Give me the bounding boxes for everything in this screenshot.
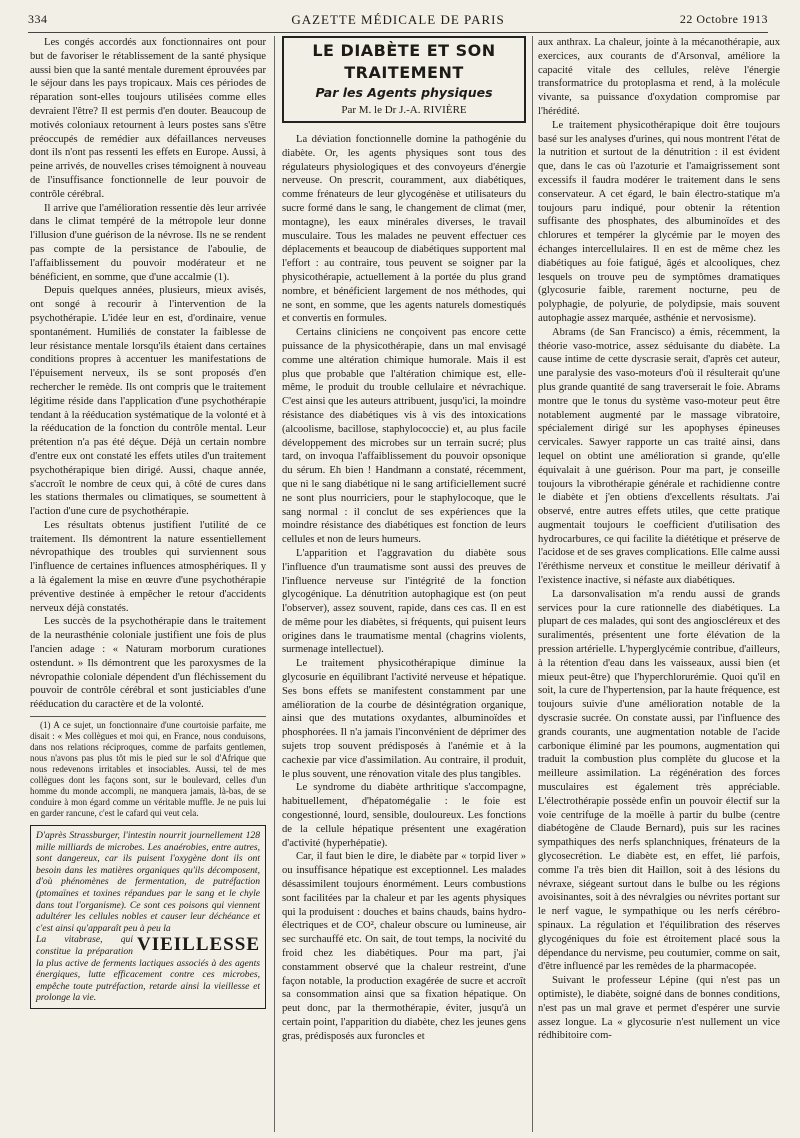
column-rule (532, 36, 533, 1132)
paragraph: Le traitement physicothérapique diminue la glycosurie en équilibrant l'activité nerveuse et hépatique. Ses bons effets se manifestent constamment par une amélioration de la courbe de désintégration organique, ainsi que des mutations oxydantes, albuminoïdes et phosphorées. Il n'a jamais l'inconvénient de déprimer des sujets trop souvent prédisposés à l'anémie et à la cachexie par vice d'assimilation. Au contraire, il produit, le plus souvent, une rénovation vitale des plus tangibles. (282, 658, 526, 780)
column-left (30, 36, 266, 1132)
paragraph: aux anthrax. La chaleur, jointe à la mécanothérapie, aux exercices, aux courants de d'Arsonval, améliore la capacité vitale des cellules, relève l'énergie transformatrice du protoplasma et rend, à la molécule vivante, sa puissance d'oxydation compromise par l'hérédité. (538, 37, 780, 117)
paragraph: La darsonvalisation m'a rendu aussi de grands services pour la cure rationnelle des diabétiques. La plupart de ces malades, qui sont des angioscléreux et des suralimentés, présentent une forte élévation de la pression artérielle. L'hyperglycémie contribue, d'ailleurs, à la rétention d'eau dans les vaisseaux, aussi bien (et mieux peut-être) que l'hyperchlorurémie. Quoi qu'il en soit, la cure de l'hypertension, par la haute fréquence, est toujours suivie d'une amélioration notable de la dyscrasie sucrée. On constate aussi, par l'influence des grands courants, une augmentation notable de l'acide carbonique éliminé par les poumons, augmentation qui traduit la combustion plus complète du glucose et la meilleure assimilation. La régénération des forces musculaires est également très appréciable. L'électrothérapie possède enfin un pouvoir électif sur la voie centrifuge de la moëlle à partir du bulbe (centre diabétogène de Claude Bernard), puis sur les racines sympathiques des nerfs splanchniques, frénateurs de la glycosecrétion. Le diabète est, en effet, lié parfois, comme l'a très bien dit Haillon, soit à des lésions du névraxe, siégeant surtout dans le bulbe ou les régions avoisinantes, soit à des névralgies ou névrites portant sur le nerf vague, le sympathique ou les nerfs cérébro-spinaux. La régulation et l'équilibration des réserves glycogéniques du foie est étroitement placé sous la dépendance du nervisme, peu coutumier, comme on sait, d'être influencé par les remèdes de la pharmacopée. (538, 588, 780, 973)
paragraph: Certains cliniciens ne conçoivent pas encore cette puissance de la physicothérapie, dans un mal envisagé comme une altération chimique humorale. Mais il est plus que probable que l'altération chimique est, elle-même, le produit du trouble cellulaire et névrachique. C'est ainsi que les auteurs attribuent, jusqu'ici, la moindre résistance des diabétiques vis à vis des intoxications (alcoolisme, bacillose, staphylococcie) et, au plus facile développement des microbes sur un terrain sucré; plus tard, on invoqua l'affaiblissement du pouvoir opsonique du sérum. Eh bien ! Handmann a constaté, récemment, que ni le sang diabétique ni le sang artificiellement sucré ne sont plus nourriciers, pour le staphylocoque, que le sang normal : il conclut de ses expériences que la moindre résistance des diabétiques est fonction de leurs cellules et non de leurs humeurs. (282, 327, 526, 546)
ad-text-continued: La vitabrase, qui constitue la préparation la plus active de ferments lactiques associés à des agents énergiques, lutte efficacement contre ces microbes, empêche toute putréfaction, retarde ainsi la vieillesse et prolonge la vie. (36, 934, 260, 1004)
article-subtitle: Par les Agents physiques (282, 84, 526, 102)
paragraph: Depuis quelques années, plusieurs, mieux avisés, ont songé à recourir à l'intervention de la psychothérapie. L'idée leur en est, d'ordinaire, venue spontanément. Humiliés de constater la faiblesse de leur résistance mentale lorsqu'ils étaient dans certaines conditions propres à accentuer les manifestations de l'épuisement nerveux, ils se sont proposés d'en rechercher le remède. Ils ont compris que le traitement légitime réside dans l'application d'une psychothérapie tendant à la rééducation systématique de la volonté et à la rééducation de la fonction du contrôle mental. Leur prétention n'a pas été déçue. Déjà un certain nombre d'entre eux ont constaté les effets utiles d'un traitement psychothérapique bien dirigé. Aussi, chaque année, s'accroît le nombre de ceux qui, à côté de cures dans les stations thermales ou climatiques, se soumettent à l'action d'une cure de psychothérapie. (30, 285, 266, 518)
paragraph: La déviation fonctionnelle domine la pathogénie du diabète. Or, les agents physiques sont tous des régulateurs physiologiques et des convoyeurs d'énergie nerveuse. On prescrit, couramment, aux diabétiques, comme frénateurs de leur glycogénèse et utilisateurs du sucre formé dans le sang, le changement de climat (mer, montagne), les eaux minérales diverses, le travail musculaire. Tous les malades ne peuvent effectuer ces déplacements et beaucoup de diabétiques supportent mal l'effort : au contraire, tous peuvent se soigner par la physicothérapie, actuellement à la portée du plus grand nombre, et bénéficient largement de nos méthodes, qui ne sont, en somme, que les agents naturels domestiqués et convertis en formules. (282, 134, 526, 325)
paragraph: Suivant le professeur Lépine (qui n'est pas un optimiste), le diabète, soigné dans de bonnes conditions, n'est pas un mal grave et permet d'espérer une survie assez longue. La « glycosurie n'est nullement un vice rédhibitoire com- (538, 975, 780, 1042)
paragraph: Les résultats obtenus justifient l'utilité de ce traitement. Ils démontrent la nature essentiellement névropathique des troubles qui surviennent sous l'influence de certaines influences atmosphériques. Il y a là également la mise en œuvre d'une psychothérapie préventive destinée à empêcher le retour d'accidents nerveux déjà constatés. (30, 519, 266, 614)
column-rule (274, 36, 275, 1132)
column-right (538, 36, 780, 1132)
paragraph: Car, il faut bien le dire, le diabète par « torpid liver » ou insuffisance hépatique est exceptionnel. Les malades désassimilent toujours énormément. Leurs combustions sont facilitées par la chaleur et par les agents physiques qui la produisent : douches et bains chauds, bains hydro-électriques et de CO², chaleur obscure ou lumineuse, air sec surchauffé etc. On sait, de tout temps, la nocivité du froid chez les diabétiques. Pour ma part, j'ai constamment observé que la chaleur restreint, d'une façon notable, la production exagérée de sucre et accroît sa consommation ainsi que sa fixation hépatique. On peut donc, par la thermothérapie, éviter, jusqu'à un certain point, l'apparition du diabète, chez les jeunes gens gras, prédisposés aux furoncles et (282, 851, 526, 1042)
paragraph: Les congés accordés aux fonctionnaires ont pour but de favoriser le rétablissement de la santé physique aussi bien que la santé mentale durement éprouvées par le séjour dans les pays tropicaux. Mais ces périodes de réparation sont-elles toujours utilisées comme elles devraient l'être? Il est permis d'en douter. Beaucoup de motivés coloniaux retournent à leurs postes sans s'être préoccupés de remédier aux défaillances nerveuses dont ils n'ont pas ressenti les effets en Europe. Aussi, à peine arrivés, de nouvelles crises témoignent à nouveau de l'insuffisance fonctionnelle de leur pouvoir de contrôle cérébral. (30, 37, 266, 200)
paragraph: Le traitement physicothérapique doit être toujours basé sur les analyses d'urines, qui nous montrent l'état de la nutrition et surtout de la dénutrition : il est évident que, dans le cas où l'azoturie et l'amaigrissement sont excessifs il faudra modérer le traitement dans le sens conservateur. A cet égard, le bain électro-statique m'a toujours paru indiqué, pour obtenir la rétention suffisante des phosphates, des albuminoïdes et des chlorures et tempérer la glycémie par le moyen des échanges intercellulaires. Il en est de même chez les diabétiques au foie fatigué, âgés et alcooliques, chez lesquels on trouve peu de symptômes dramatiques (glycosurie faible, rarement nocturne, peu de polyphagie, de polyurie, de polydipsie, mais souvent autophagie assez marquée, asthénie et nervosisme). (538, 119, 780, 324)
column-middle (282, 36, 526, 1132)
footnote (30, 716, 266, 819)
running-header (28, 8, 768, 33)
article-title: LE DIABÈTE ET SON TRAITEMENT (282, 36, 526, 84)
issue-date: 22 Octobre 1913 (679, 12, 768, 26)
page-number: 334 (28, 12, 48, 26)
paragraph: Il arrive que l'amélioration ressentie dès leur arrivée dans le climat tempéré de la métropole leur donne l'illusion d'une guérison de la névrose. Ils ne se rendent pas compte de la persistance de l'aboulie, de l'affaiblissement du pouvoir modérateur et ne bénéficient, en somme, que d'une accalmie (1). (30, 202, 266, 283)
paragraph: Les succès de la psychothérapie dans le traitement de la neurasthénie coloniale justifient une fois de plus l'ancien adage : « Naturam morborum curationes ostendunt. » Ils démontrent que les paroxysmes de la névropathie coloniale dépendent d'un fléchissement du pouvoir de contrôle cérébral et sont justiciables d'une rééducation du caractère et de la volonté. (30, 616, 266, 711)
article-author: Par M. le Dr J.-A. RIVIÈRE (282, 102, 526, 123)
paragraph: Abrams (de San Francisco) a émis, récemment, la théorie vaso-motrice, assez séduisante du diabète. La cause intime de cette dyscrasie serait, d'après cet auteur, une paralysie des vaso-moteurs d'où il résulterait qu'une plus grande quantité de sang traverserait le foie. Abrams montre que le tonus du système vaso-moteur peut être notablement augmenté par le massage vibratoire, spécialement dirigé sur les apophyses épineuses cervicales. Sawyer rapporte un cas traité ainsi, dans lequel on obtint une amélioration si grande, qu'elle équivalait à une guérison. Pour ma part, je conseille toujours la vibrothérapie générale et rachidienne contre le diabète et j'en obtiens d'excellents résultats. J'ai observé, entre autres effets utiles, que cette pratique augmentait toujours le coefficient d'utilisation des hydrocarbures, ce qui facilite la diététique et préserve de l'acidose et de ses graves complications. Elle calme aussi l'éréthisme nerveux et constitue le meilleur dérivatif à l'existence inactive, si néfaste aux diabétiques. (538, 326, 780, 587)
paragraph: L'apparition et l'aggravation du diabète sous l'influence d'un traumatisme sont aussi des preuves de l'influence nerveuse sur l'intégrité de la fonction glycogénique. La dénutrition autophagique est (on peut l'observer), assez souvent, rapide, dans ces cas. Il en est de même pour les diabètes, si fréquents, qui puisent leurs origines dans le traumatisme mental (chagrins violents, surmenage intellectuel). (282, 547, 526, 656)
ad-keyword: VIEILLESSE (136, 934, 260, 956)
advertisement-box (30, 825, 266, 1009)
ad-text-intro: D'après Strassburger, l'intestin nourrit journellement 128 mille milliards de microbes. Les anaérobies, entre autres, sont dangereux, car ils puisent l'oxygène dont ils ont besoin dans les matières organiques qu'ils décomposent, d'où phénomènes de fermentation, de putréfaction (ptomaïnes et toxines répandues par le sang et le chyle dans tout l'organisme). Ce sont ces poisons qui viennent adultérer les cellules nobles et causer leur déchéance et c'est ainsi qu'apparaît peu à peu la (36, 830, 260, 934)
journal-title: GAZETTE MÉDICALE DE PARIS (291, 12, 505, 27)
ad-text (36, 830, 260, 956)
footnote-text: (1) A ce sujet, un fonctionnaire d'une courtoisie parfaite, me disait : « Mes collègues et moi qui, en France, nous conduisons, dans nos relations réciproques, comme de parfaits gentlemen, nous n'avons pas plus tôt mis le pied sur le sol d'Afrique que nous redevenons irritables et insociables. Aussi, tel de mes collègues dont les façons sont, sur le boulevard, celles d'un homme du monde accompli, ne manquera jamais, là-bas, de se conduire à mon égard comme un véritable muffle. Je ne puis lui en garder rancune, c'est le cafard qui veut cela. (30, 720, 266, 819)
paragraph: Le syndrome du diabète arthritique s'accompagne, habituellement, d'hépatomégalie : le foie est congestionné, lourd, sensible, douloureux. Les fonctions de la cellule hépatique présentent une exagération d'activité (hyperhépatie). (282, 782, 526, 849)
